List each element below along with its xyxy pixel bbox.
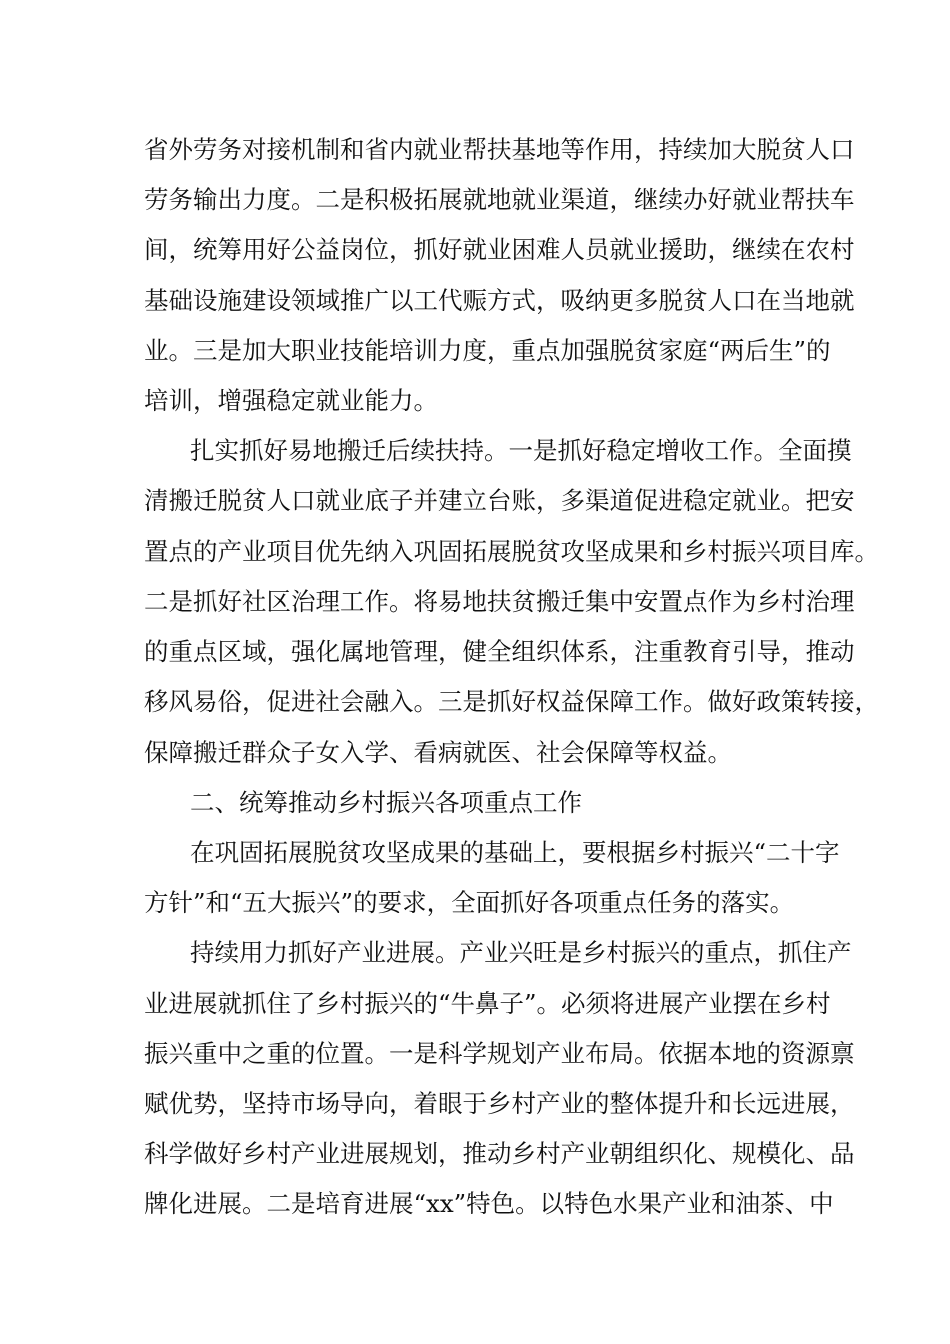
paragraph-first-line: 持续用力抓好产业进展。产业兴旺是乡村振兴的重点，抓住产 xyxy=(190,938,852,967)
text-line: 保障搬迁群众子女入学、看病就医、社会保障等权益。 xyxy=(144,738,732,767)
text-line: 置点的产业项目优先纳入巩固拓展脱贫攻坚成果和乡村振兴项目库。 xyxy=(144,537,879,566)
text-line: 间，统筹用好公益岗位，抓好就业困难人员就业援助，继续在农村 xyxy=(144,235,855,264)
text-line: 业进展就抓住了乡村振兴的“牛鼻子”。必须将进展产业摆在乡村 xyxy=(144,989,831,1018)
text-line: 业。三是加大职业技能培训力度，重点加强脱贫家庭“两后生”的 xyxy=(144,336,831,365)
text-line: 二是抓好社区治理工作。将易地扶贫搬迁集中安置点作为乡村治理 xyxy=(144,587,855,616)
text-line: 清搬迁脱贫人口就业底子并建立台账，多渠道促进稳定就业。把安 xyxy=(144,486,855,515)
text-line: 方针”和“五大振兴”的要求，全面抓好各项重点任务的落实。 xyxy=(144,888,795,917)
section-heading: 二、统筹推动乡村振兴各项重点工作 xyxy=(190,788,582,817)
paragraph-first-line: 扎实抓好易地搬迁后续扶持。一是抓好稳定增收工作。全面摸 xyxy=(190,436,852,465)
paragraph-first-line: 在巩固拓展脱贫攻坚成果的基础上，要根据乡村振兴“二十字 xyxy=(190,838,840,867)
text-line: 科学做好乡村产业进展规划，推动乡村产业朝组织化、规模化、品 xyxy=(144,1139,855,1168)
text-line: 牌化进展。二是培育进展“xx”特色。以特色水果产业和油茶、中 xyxy=(144,1189,834,1218)
text-line: 振兴重中之重的位置。一是科学规划产业布局。依据本地的资源禀 xyxy=(144,1039,855,1068)
text-line: 劳务输出力度。二是积极拓展就地就业渠道，继续办好就业帮扶车 xyxy=(144,185,855,214)
text-line: 的重点区域，强化属地管理，健全组织体系，注重教育引导，推动 xyxy=(144,637,855,666)
text-line: 移风易俗，促进社会融入。三是抓好权益保障工作。做好政策转接， xyxy=(144,687,879,716)
text-line: 基础设施建设领域推广以工代赈方式，吸纳更多脱贫人口在当地就 xyxy=(144,286,855,315)
text-line: 培训，增强稳定就业能力。 xyxy=(144,386,438,415)
text-line: 赋优势，坚持市场导向，着眼于乡村产业的整体提升和长远进展， xyxy=(144,1089,855,1118)
text-line: 省外劳务对接机制和省内就业帮扶基地等作用，持续加大脱贫人口 xyxy=(144,135,855,164)
